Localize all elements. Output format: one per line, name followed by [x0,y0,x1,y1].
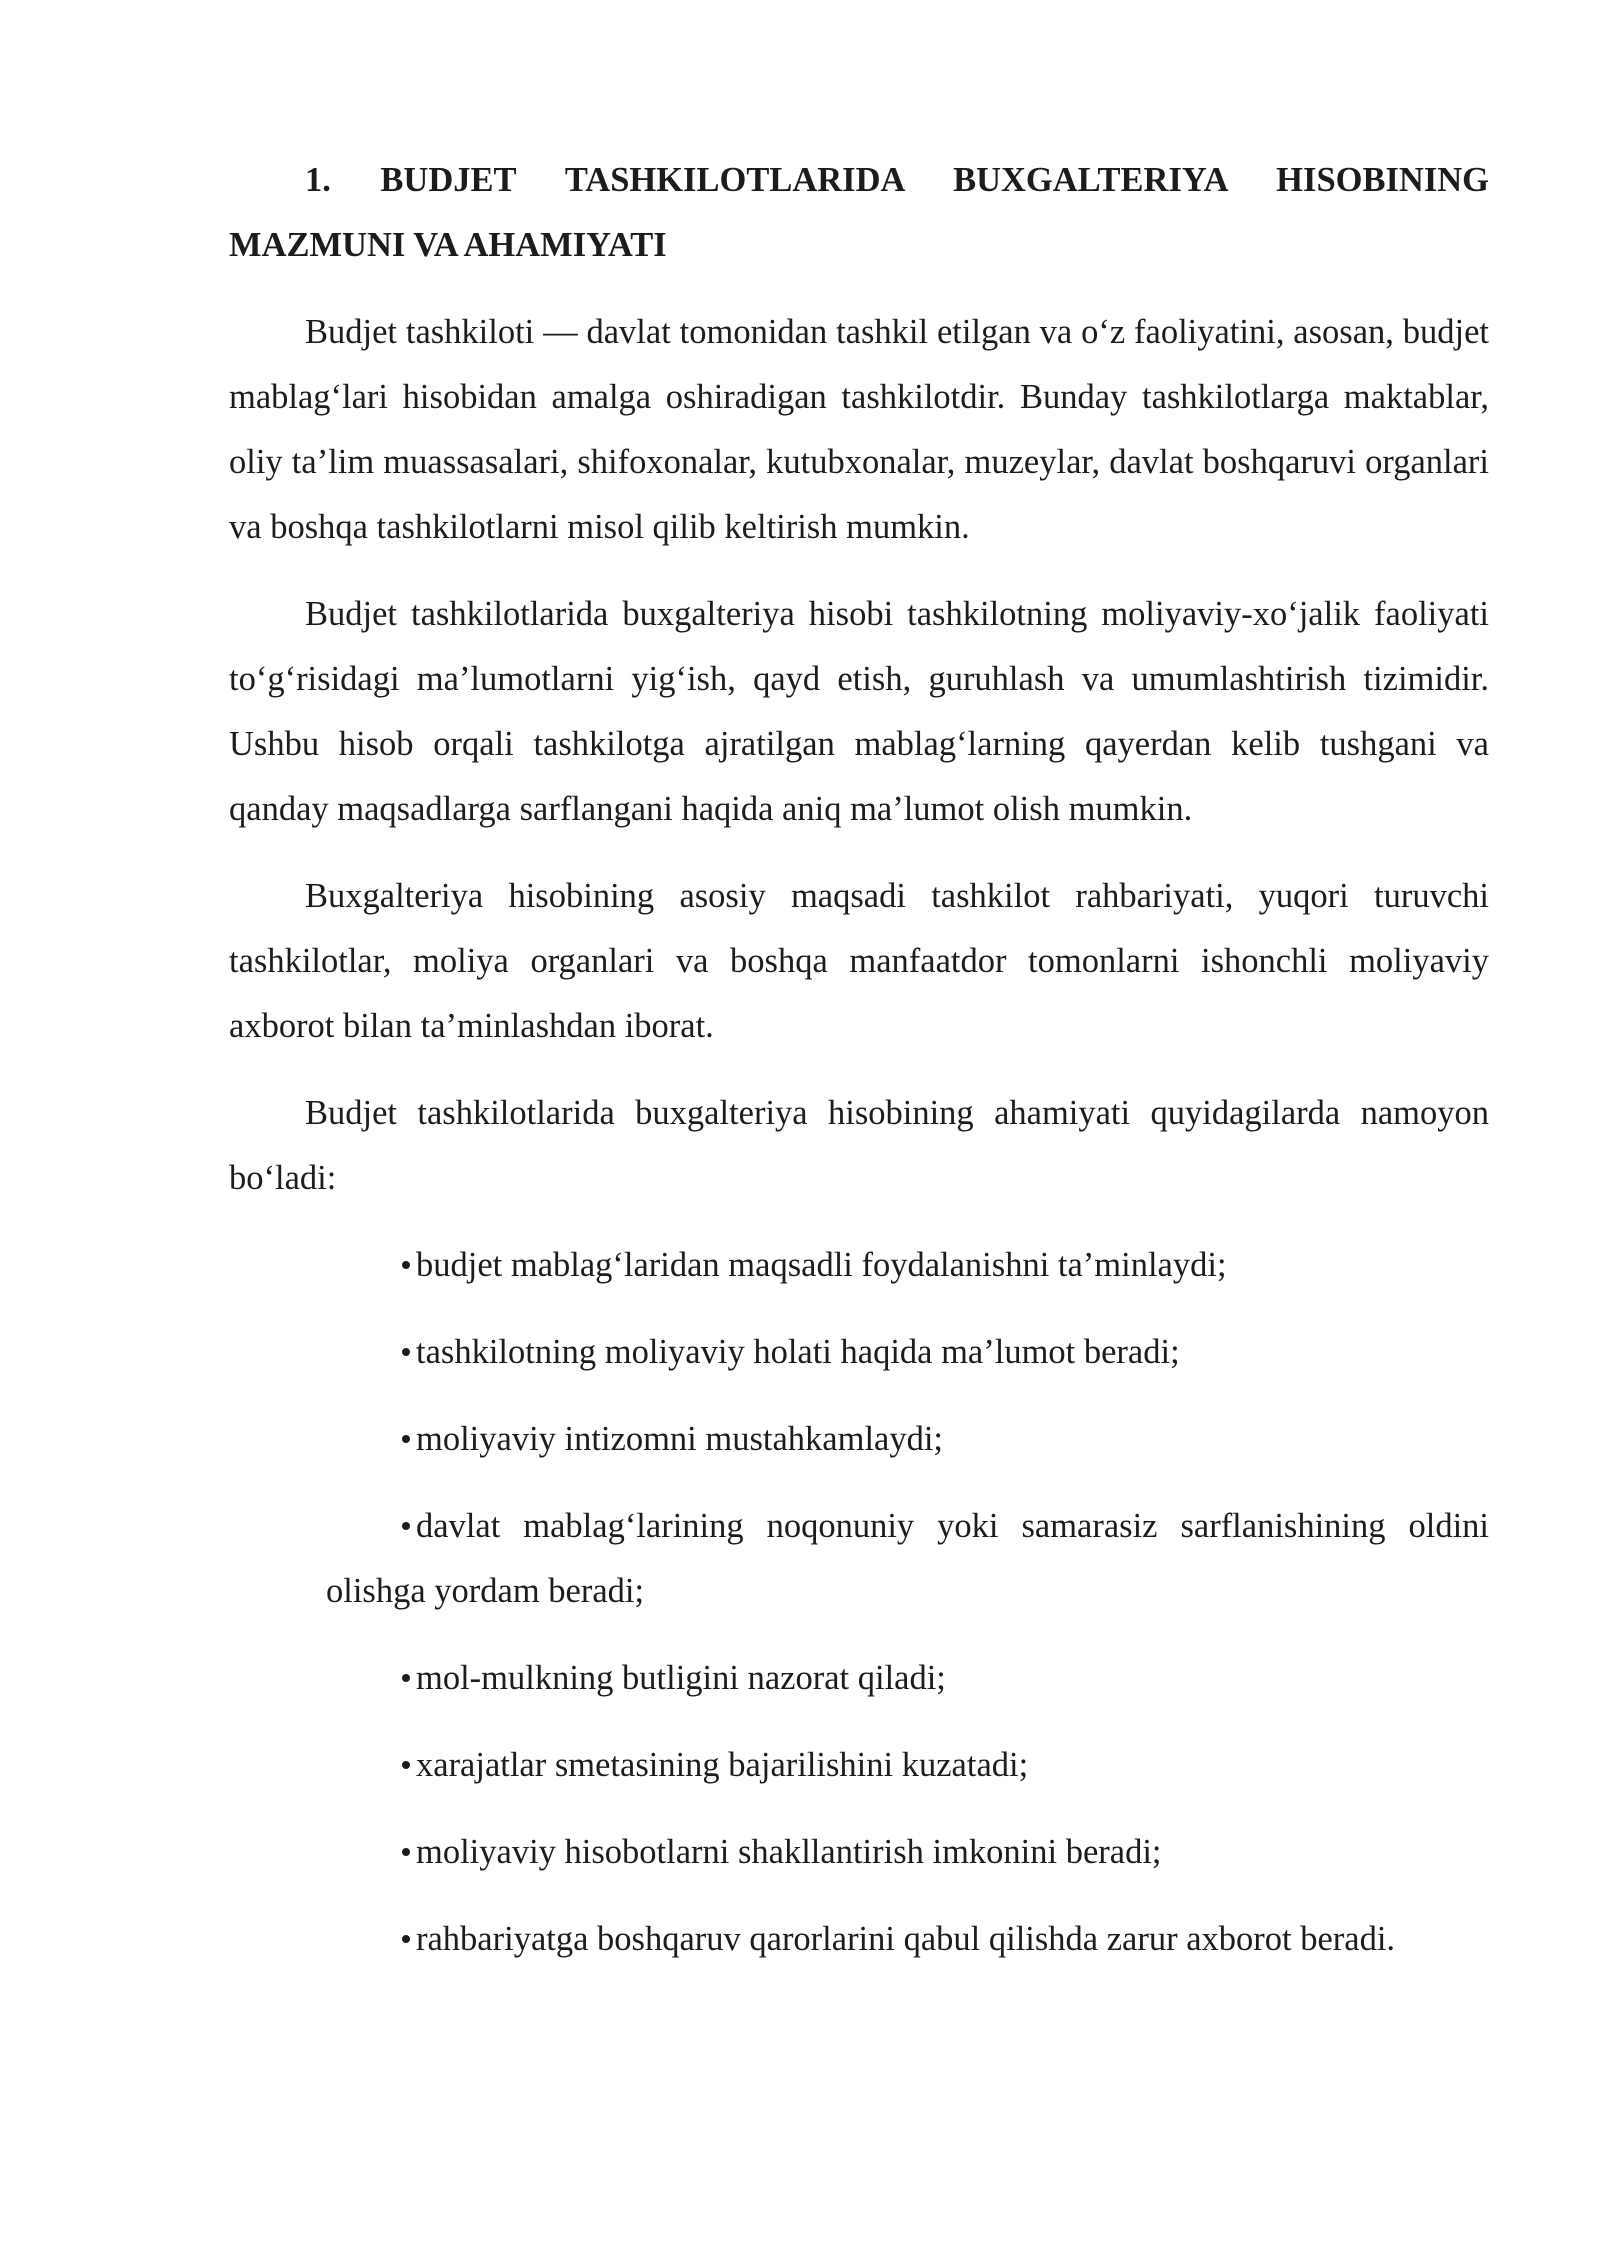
list-item [326,1320,1489,1385]
paragraph-main-goal: Buxgalteriya hisobining asosiy maqsadi tashkilot rahbariyati, yuqori turuvchi tashkilotlar, moliya organlari va boshqa manfaatdor tomonlarni ishonchli moliyaviy axborot bilan ta’minlashdan iborat. [229,877,1489,1045]
list-item-text: budjet mablag‘laridan maqsadli foydalanishni ta’minlaydi; [416,1246,1227,1284]
bullet-icon [402,1761,410,1769]
list-item [326,1233,1489,1298]
bullet-icon [402,1674,410,1682]
document-page [229,148,1489,1994]
importance-list [229,1233,1489,1972]
list-item [326,1407,1489,1472]
paragraph-definition: Budjet tashkiloti — davlat tomonidan tashkil etilgan va o‘z faoliyatini, asosan, budjet mablag‘lari hisobidan amalga oshiradigan tashkilotdir. Bunday tashkilotlarga maktablar, oliy ta’lim muassasalari, shifoxonalar, kutubxonalar, muzeylar, davlat boshqaruvi organlari va boshqa tashkilotlarni misol qilib keltirish mumkin. [229,313,1489,546]
list-item-text: moliyaviy intizomni mustahkamlaydi; [416,1420,944,1458]
bullet-icon [402,1261,410,1269]
list-item-text: mol-mulkning butligini nazorat qiladi; [416,1659,946,1697]
list-item-text: davlat mablag‘larining noqonuniy yoki samarasiz sarflanishining oldini olishga yordam beradi; [326,1507,1489,1610]
list-item [326,1907,1489,1972]
bullet-icon [402,1935,410,1943]
list-item [326,1820,1489,1885]
list-item-text: moliyaviy hisobotlarni shakllantirish imkonini beradi; [416,1833,1162,1871]
bullet-icon [402,1435,410,1443]
bullet-icon [402,1348,410,1356]
section-heading: 1. BUDJET TASHKILOTLARIDA BUXGALTERIYA HISOBINING MAZMUNI VA AHAMIYATI [229,161,1489,264]
list-item [326,1646,1489,1711]
paragraph-importance-intro: Budjet tashkilotlarida buxgalteriya hisobining ahamiyati quyidagilarda namoyon bo‘ladi: [229,1094,1489,1197]
list-item-text: tashkilotning moliyaviy holati haqida ma’lumot beradi; [416,1333,1180,1371]
list-item [326,1733,1489,1798]
list-item-text: rahbariyatga boshqaruv qarorlarini qabul qilishda zarur axborot beradi. [416,1920,1396,1958]
bullet-icon [402,1848,410,1856]
list-item-text: xarajatlar smetasining bajarilishini kuzatadi; [416,1746,1029,1784]
paragraph-accounting-system: Budjet tashkilotlarida buxgalteriya hisobi tashkilotning moliyaviy-xo‘jalik faoliyati to‘g‘risidagi ma’lumotlarni yig‘ish, qayd etish, guruhlash va umumlashtirish tizimidir. Ushbu hisob orqali tashkilotga ajratilgan mablag‘larning qayerdan kelib tushgani va qanday maqsadlarga sarflangani haqida aniq ma’lumot olish mumkin. [229,595,1489,828]
list-item [326,1494,1489,1624]
bullet-icon [402,1522,410,1530]
